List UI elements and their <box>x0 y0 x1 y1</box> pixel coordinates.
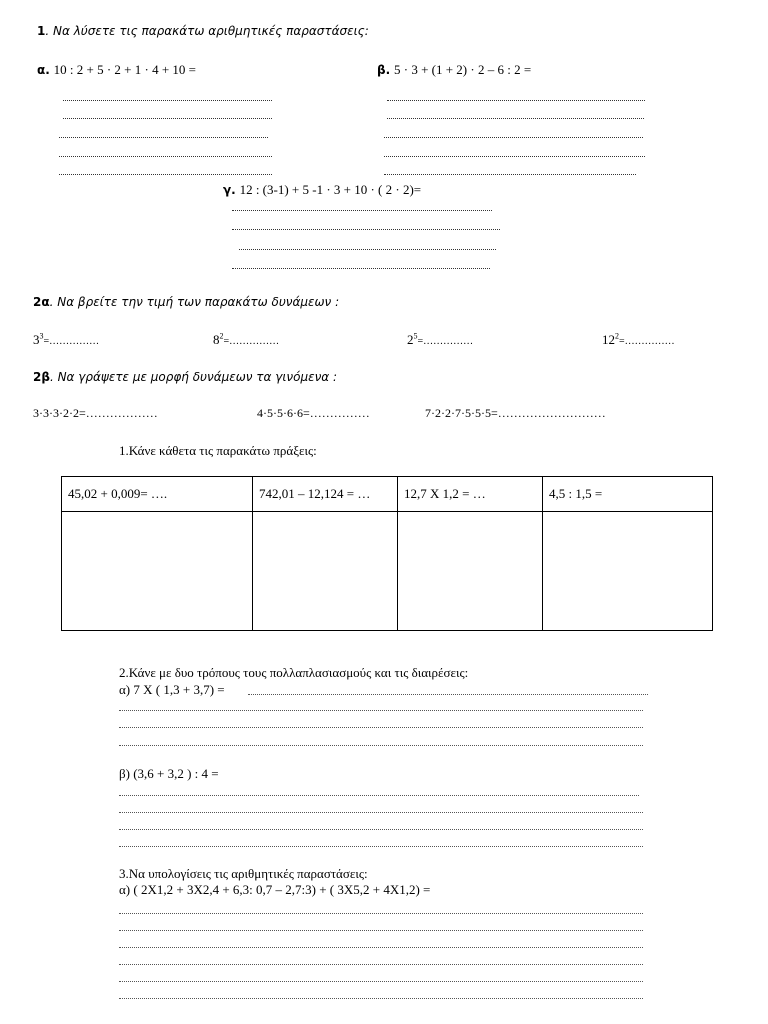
ex-two-ways-a: α) 7 X ( 1,3 + 3,7) = <box>119 682 225 697</box>
ex1-a-expr: 10 : 2 + 5 · 2 + 1 · 4 + 10 = <box>53 62 196 77</box>
ex-two-ways-b: β) (3,6 + 3,2 ) : 4 = <box>119 766 219 781</box>
power-base: 3 <box>33 332 40 347</box>
answer-line[interactable] <box>384 174 636 175</box>
power-blank[interactable]: =…………… <box>417 336 474 347</box>
ex2b-heading <box>33 370 337 384</box>
answer-line[interactable] <box>63 118 272 119</box>
answer-line[interactable] <box>59 174 272 175</box>
ex1-b-label: β. <box>377 63 391 77</box>
answer-line[interactable] <box>119 829 643 830</box>
work-area[interactable] <box>398 512 543 631</box>
power-blank[interactable]: =…………… <box>223 336 280 347</box>
ex1-b <box>377 62 531 78</box>
answer-line[interactable] <box>119 710 643 711</box>
power-blank[interactable]: =…………… <box>619 336 675 347</box>
answer-line[interactable] <box>119 846 643 847</box>
answer-line[interactable] <box>119 981 643 982</box>
answer-line[interactable] <box>384 137 643 138</box>
power-exponent: 2 <box>615 331 619 341</box>
ex1-c-expr: 12 : (3-1) + 5 -1 · 3 + 10 · ( 2 · 2)= <box>239 182 422 197</box>
ex1-title: . Να λύσετε τις παρακάτω αριθμητικές παραστάσεις: <box>45 24 369 38</box>
ex1-a <box>37 62 196 78</box>
vertical-ops-table <box>61 476 713 631</box>
answer-line[interactable] <box>239 249 496 250</box>
ex2b-title: . Να γράψετε με μορφή δυνάμεων τα γινόμενα : <box>49 370 338 384</box>
work-area[interactable] <box>543 512 713 631</box>
answer-line[interactable] <box>119 930 643 931</box>
ex2a-title: . Να βρείτε την τιμή των παρακάτω δυνάμεων : <box>49 295 340 309</box>
product-item[interactable]: 7·2·2·7·5·5·5=……………………… <box>425 406 606 420</box>
answer-line[interactable] <box>63 100 272 101</box>
ex-vertical-title: 1.Κάνε κάθετα τις παρακάτω πράξεις: <box>119 443 317 458</box>
ex-calc-a: α) ( 2X1,2 + 3X2,4 + 6,3: 0,7 – 2,7:3) + ( 3X5,2 + 4X1,2) = <box>119 882 431 897</box>
ex2a-heading <box>33 295 339 309</box>
answer-line[interactable] <box>119 998 643 999</box>
power-base: 8 <box>213 332 220 347</box>
power-item <box>213 332 279 348</box>
ex1-number: 1 <box>37 24 46 38</box>
ex1-heading <box>37 24 369 38</box>
answer-line[interactable] <box>119 913 643 914</box>
ex1-a-label: α. <box>37 63 50 77</box>
power-exponent: 3 <box>39 331 44 341</box>
power-base: 2 <box>407 332 414 347</box>
answer-line[interactable] <box>387 100 645 101</box>
product-item[interactable]: 3·3·3·2·2=……………… <box>33 406 158 420</box>
op-cell: 742,01 – 12,124 = … <box>253 477 398 512</box>
answer-line[interactable] <box>119 812 643 813</box>
work-area[interactable] <box>62 512 253 631</box>
answer-line[interactable] <box>119 947 643 948</box>
ex1-c <box>223 182 421 198</box>
answer-line[interactable] <box>119 745 643 746</box>
answer-line[interactable] <box>119 727 643 728</box>
power-blank[interactable]: =…………… <box>43 336 100 347</box>
power-exponent: 2 <box>219 331 224 341</box>
answer-line[interactable] <box>232 268 490 269</box>
power-exponent: 5 <box>413 331 418 341</box>
product-item[interactable]: 4·5·5·6·6=…………… <box>257 406 370 420</box>
answer-line[interactable] <box>232 229 500 230</box>
answer-line[interactable] <box>119 964 643 965</box>
ex-calc-title: 3.Να υπολογίσεις τις αριθμητικές παραστάσεις: <box>119 866 368 881</box>
ex-two-ways-title: 2.Κάνε με δυο τρόπους τους πολλαπλασιασμούς και τις διαιρέσεις: <box>119 665 469 680</box>
answer-line[interactable] <box>59 137 268 138</box>
ex1-b-expr: 5 · 3 + (1 + 2) · 2 – 6 : 2 = <box>393 62 532 77</box>
power-item <box>602 332 675 348</box>
answer-line[interactable] <box>119 795 639 796</box>
power-item <box>407 332 473 348</box>
answer-line[interactable] <box>384 156 645 157</box>
op-cell: 4,5 : 1,5 = <box>543 477 713 512</box>
power-item <box>33 332 99 348</box>
answer-line[interactable] <box>232 210 492 211</box>
ex2a-number: 2α <box>33 295 50 309</box>
ex2b-number: 2β <box>33 370 50 384</box>
ex1-c-label: γ. <box>223 183 236 197</box>
answer-line[interactable] <box>248 694 648 695</box>
answer-line[interactable] <box>59 156 272 157</box>
power-base: 12 <box>602 332 615 347</box>
answer-line[interactable] <box>387 118 644 119</box>
op-cell: 12,7 X 1,2 = … <box>398 477 543 512</box>
op-cell: 45,02 + 0,009= …. <box>62 477 253 512</box>
work-area[interactable] <box>253 512 398 631</box>
